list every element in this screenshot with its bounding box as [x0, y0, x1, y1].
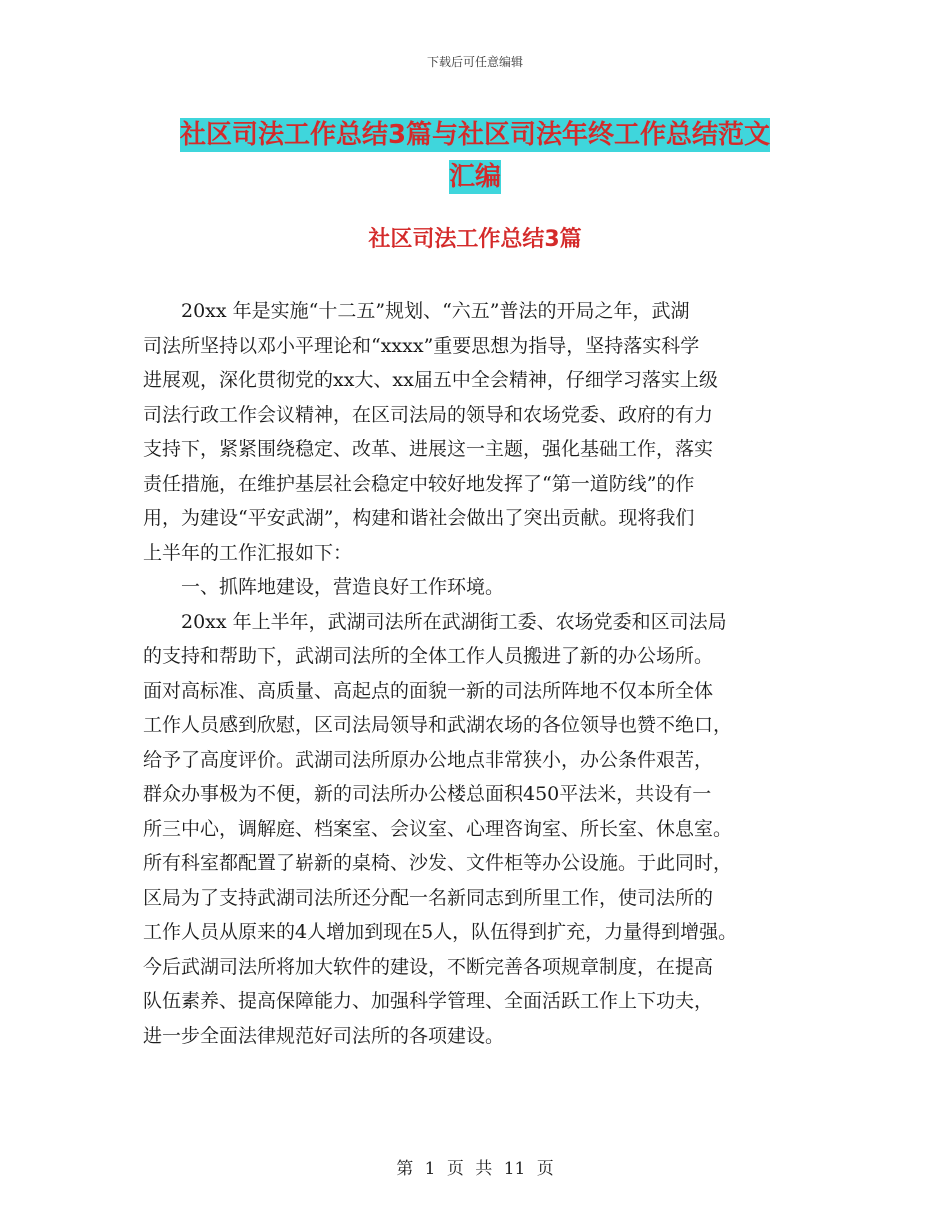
- document-title-line-1: [0, 114, 950, 151]
- body-line: 区局为了支持武湖司法所还分配一名新同志到所里工作，使司法所的: [143, 886, 714, 909]
- body-line: 面对高标准、高质量、高起点的面貌一新的司法所阵地不仅本所全体: [143, 679, 714, 702]
- body-line: 支持下，紧紧围绕稳定、改革、进展这一主题，强化基础工作，落实: [143, 438, 714, 460]
- body-line: 司法所坚持以邓小平理论和“xxxx”重要思想为指导，坚持落实科学: [143, 334, 700, 357]
- body-text: [143, 294, 843, 1053]
- body-line: 进一步全面法律规范好司法所的各项建设。: [143, 1024, 505, 1047]
- document-title-line-2: [0, 156, 950, 193]
- document-title-text-1: 社区司法工作总结3篇与社区司法年终工作总结范文: [179, 120, 771, 150]
- body-line: 进展观，深化贯彻党的xx大、xx届五中全会精神，仔细学习落实上级: [143, 369, 718, 391]
- body-line: 的支持和帮助下，武湖司法所的全体工作人员搬进了新的办公场所。: [143, 645, 714, 667]
- body-line: 今后武湖司法所将加大软件的建设，不断完善各项规章制度，在提高: [143, 955, 714, 978]
- body-line: 用，为建设“平安武湖”，构建和谐社会做出了突出贡献。现将我们: [143, 507, 695, 529]
- body-line: 工作人员从原来的4人增加到现在5人，队伍得到扩充，力量得到增强。: [143, 921, 738, 943]
- body-line: 所有科室都配置了崭新的桌椅、沙发、文件柜等办公设施。于此同时，: [143, 852, 733, 874]
- page-number-footer: 第 1 页 共 11 页: [396, 1159, 554, 1179]
- body-line: 工作人员感到欣慰，区司法局领导和武湖农场的各位领导也赞不绝口，: [143, 714, 733, 736]
- body-line: 责任措施，在维护基层社会稳定中较好地发挥了“第一道防线”的作: [143, 472, 695, 495]
- page-header-note: 下载后可任意编辑: [426, 55, 523, 69]
- document-title-text-2: 汇编: [448, 162, 501, 192]
- body-line: 一、抓阵地建设，营造良好工作环境。: [143, 576, 505, 598]
- section-title: 社区司法工作总结3篇: [368, 227, 582, 252]
- body-line: 20xx 年上半年，武湖司法所在武湖街工委、农场党委和区司法局: [143, 610, 727, 633]
- body-line: 上半年的工作汇报如下：: [143, 541, 353, 564]
- body-line: 所三中心，调解庭、档案室、会议室、心理咨询室、所长室、休息室。: [143, 817, 733, 840]
- body-line: 给予了高度评价。武湖司法所原办公地点非常狭小，办公条件艰苦，: [143, 748, 714, 771]
- body-line: 队伍素养、提高保障能力、加强科学管理、全面活跃工作上下功夫，: [143, 990, 714, 1012]
- body-line: 群众办事极为不便，新的司法所办公楼总面积450平法米，共设有一: [143, 783, 712, 805]
- body-line: 司法行政工作会议精神，在区司法局的领导和农场党委、政府的有力: [143, 403, 714, 426]
- body-line: 20xx 年是实施“十二五”规划、“六五”普法的开局之年，武湖: [143, 300, 690, 322]
